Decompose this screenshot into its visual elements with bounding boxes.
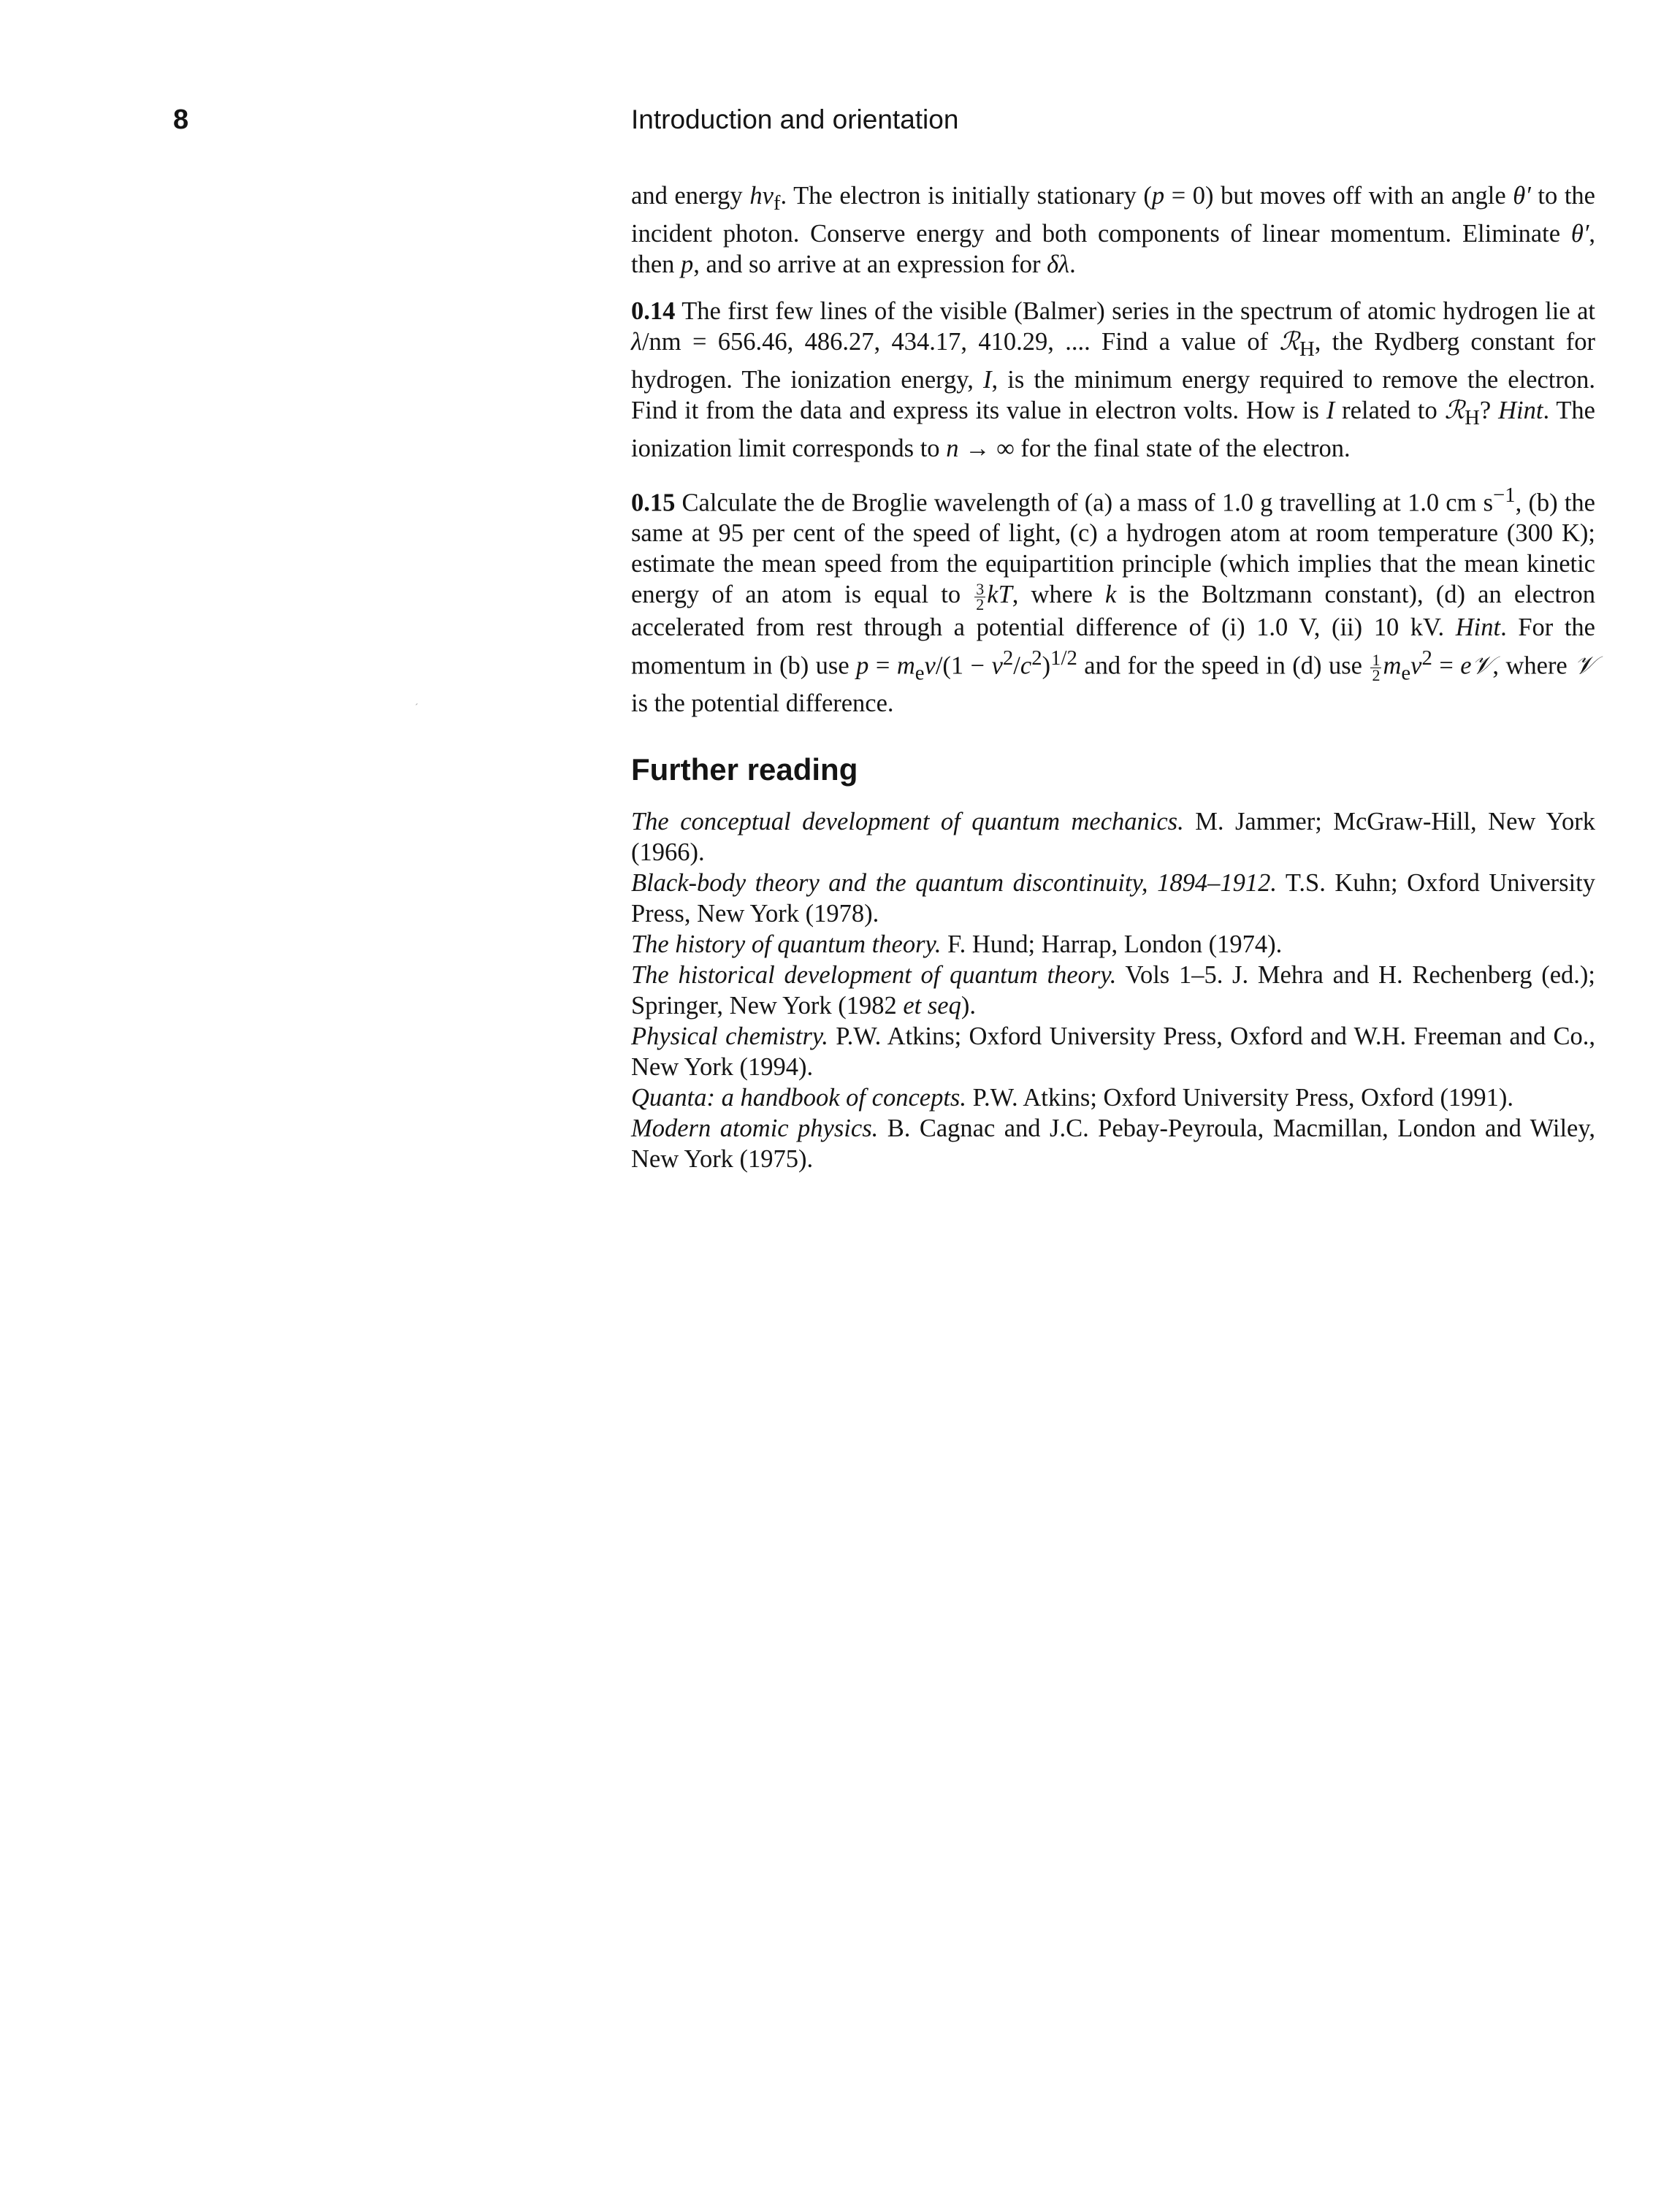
reference-item: Modern atomic physics. B. Cagnac and J.C. Pebay-Peyroula, Macmillan, London and Wiley, New York (1975). (631, 1114, 1595, 1174)
fraction: $\frac{3}{2}$ (976, 579, 985, 613)
fraction: $\frac{1}{2}$ (1372, 650, 1381, 684)
reference-item: Black-body theory and the quantum discontinuity, 1894–1912. T.S. Kuhn; Oxford University Press, New York (1978). (631, 869, 1595, 928)
section-heading-further-reading: Further reading (631, 752, 858, 787)
reference-item: Physical chemistry. P.W. Atkins; Oxford University Press, Oxford and W.H. Freeman and Co., New York (1994). (631, 1022, 1595, 1082)
problem-0-15: 0.15 Calculate the de Broglie wavelength of (a) a mass of 1.0 g travelling at 1.0 cm $s^{-1}$, (b) the same at 95 per cent of the speed of light, (c) a hydrogen atom at room temperature (300 K); estimate the mean speed from the equipartition principle (which implies that the mean kinetic energy of an atom is equal to $\frac{3}{2}$ kT, where k is the Boltzmann constant), (d) an electron accelerated from rest through a potential difference of (i) 1.0 V, (ii) 10 kV. Hint. For the momentum in (b) use $p = m_ev/(1 - v^2/c^2)^{1/2}$ and for the speed in (d) use $\frac{1}{2}$ $m_ev^2$ = e𝒱, where 𝒱 is the potential difference. (631, 483, 1595, 718)
reference-item: The history of quantum theory. F. Hund; Harrap, London (1974). (631, 930, 1283, 959)
problem-0-14: 0.14 The first few lines of the visible (Balmer) series in the spectrum of atomic hydrogen lie at λ/nm = 656.46, 486.27, 434.17, 410.29, .... Find a value of ℛ$_H$, the Rydberg constant for hydrogen. The ionization energy, I, is the minimum energy required to remove the electron. Find it from the data and express its value in electron volts. How is I related to ℛ$_H$? Hint. The ionization limit corresponds to n → ∞ for the final state of the electron. (631, 297, 1595, 462)
running-head: Introduction and orientation (631, 104, 959, 134)
reference-item: The conceptual development of quantum mechanics. M. Jammer; McGraw-Hill, New York (1966). (631, 808, 1595, 867)
reference-item: The historical development of quantum theory. Vols 1–5. J. Mehra and H. Rechenberg (ed.); Springer, New York (1982 et seq). (631, 961, 1595, 1020)
continuation-paragraph: and energy $h\nu_f$. The electron is initially stationary (p = 0) but moves off with an angle θ′ to the incident photon. Conserve energy and both components of linear momentum. Eliminate θ′, then p, and so arrive at an expression for δλ. (631, 182, 1595, 278)
reference-list (631, 806, 1595, 1174)
problem-number: 0.15 (631, 489, 676, 517)
page-number: 8 (173, 104, 189, 135)
reference-item: Quanta: a handbook of concepts. P.W. Atkins; Oxford University Press, Oxford (1991). (631, 1084, 1514, 1112)
body-text (631, 180, 1595, 1174)
stray-mark: ´ (415, 703, 419, 714)
problem-number: 0.14 (631, 297, 676, 325)
